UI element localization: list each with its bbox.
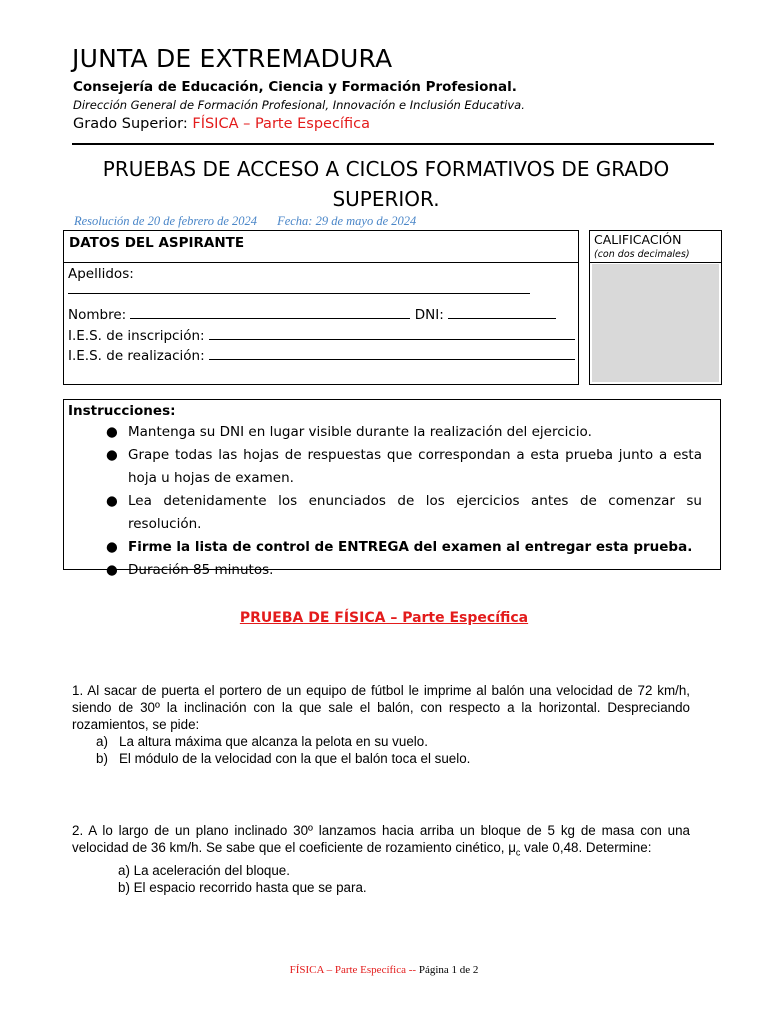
applicant-data-heading: DATOS DEL ASPIRANTE xyxy=(64,231,578,263)
ies-inscripcion-label: I.E.S. de inscripción: xyxy=(68,328,209,344)
bullet-icon: ● xyxy=(106,424,118,440)
question-2-text: 2. A lo largo de un plano inclinado 30º lanzamos hacia arriba un bloque de 5 kg de masa con una velocidad de 36 km/h. Se sabe que el coeficiente de rozamiento cinético, $\mu_c$ vale 0,48. Determine: xyxy=(72,823,690,858)
question-1-b: b) El módulo de la velocidad con la que el balón toca el suelo. xyxy=(96,751,471,766)
list-item: ● Lea detenidamente los enunciados de los ejercicios antes de comenzar su resolución. xyxy=(64,490,716,536)
dni-label: DNI: xyxy=(410,307,449,323)
mu-subscript: c xyxy=(515,847,521,858)
exam-title: PRUEBA DE FÍSICA – Parte Específica xyxy=(239,610,529,626)
grade-field[interactable] xyxy=(592,264,719,382)
grade-heading xyxy=(590,231,721,263)
resolucion: Resolución de 20 de febrero de 2024 xyxy=(74,214,258,228)
direccion-line: Dirección General de Formación Profesional, Innovación e Inclusión Educativa. xyxy=(73,98,525,112)
consejeria-line: Consejería de Educación, Ciencia y Formación Profesional. xyxy=(73,79,517,95)
resolution-line xyxy=(74,214,436,229)
page-title xyxy=(64,154,708,214)
nombre-dni-row xyxy=(68,306,556,323)
footer-separator: -- xyxy=(406,964,419,976)
list-item: ● Firme la lista de control de ENTREGA del examen al entregar esta prueba. xyxy=(64,536,716,559)
list-item: ● Mantenga su DNI en lugar visible durante la realización del ejercicio. xyxy=(64,421,716,444)
apellidos-field[interactable] xyxy=(68,281,530,298)
question-1-b-label: b) xyxy=(96,751,108,766)
grade-note: (con dos decimales) xyxy=(594,249,690,260)
fecha: Fecha: 29 de mayo de 2024 xyxy=(277,214,417,228)
instructions-heading: Instrucciones: xyxy=(68,403,176,419)
instructions-list xyxy=(64,421,716,582)
question-1-a: a) La altura máxima que alcanza la pelota en su vuelo. xyxy=(96,734,428,749)
dni-field[interactable] xyxy=(448,306,556,319)
bullet-icon: ● xyxy=(106,562,118,578)
apellidos-label: Apellidos: xyxy=(68,266,134,282)
question-1-text: 1. Al sacar de puerta el portero de un equipo de fútbol le imprime al balón una velocidad de 72 km/h, siendo de 30º la inclinación con la que sale el balón, con respecto a la horizontal. Despreciando rozamientos, se pide: xyxy=(72,683,690,732)
footer-subject: FÍSICA – Parte Específica xyxy=(289,964,406,976)
page-title-line2: SUPERIOR. xyxy=(332,187,440,211)
grado-line xyxy=(73,116,370,132)
page-title-line1: PRUEBAS DE ACCESO A CICLOS FORMATIVOS DE GRADO xyxy=(102,157,670,181)
bullet-icon: ● xyxy=(106,447,118,463)
instructions-box xyxy=(63,399,721,578)
ies-realizacion-label: I.E.S. de realización: xyxy=(68,348,209,364)
grade-title: CALIFICACIÓN xyxy=(594,232,682,247)
organization-name: JUNTA DE EXTREMADURA xyxy=(72,44,393,73)
question-2-a: a) La aceleración del bloque. xyxy=(118,862,290,878)
grado-label: Grado Superior: xyxy=(73,116,193,132)
page-footer xyxy=(0,964,768,976)
question-2-b: b) El espacio recorrido hasta que se para. xyxy=(118,879,367,895)
footer-page-number: Página 1 de 2 xyxy=(418,964,479,976)
question-1 xyxy=(72,682,690,767)
question-2 xyxy=(72,822,690,896)
ies-inscripcion-field[interactable] xyxy=(209,327,575,340)
nombre-label: Nombre: xyxy=(68,307,131,323)
nombre-field[interactable] xyxy=(130,306,410,319)
list-item: ● Duración 85 minutos. xyxy=(64,559,716,582)
bullet-icon: ● xyxy=(106,493,118,509)
grade-box xyxy=(589,230,722,385)
header-divider xyxy=(72,143,714,145)
ies-inscripcion-row xyxy=(68,327,575,344)
bullet-icon: ● xyxy=(106,539,118,555)
ies-realizacion-field[interactable] xyxy=(209,347,575,360)
applicant-data-box xyxy=(63,230,579,385)
list-item: ● Grape todas las hojas de respuestas que correspondan a esta prueba junto a esta hoja u hojas de examen. xyxy=(64,444,716,490)
ies-realizacion-row xyxy=(68,347,575,364)
question-1-a-label: a) xyxy=(96,734,108,749)
grado-subject: FÍSICA – Parte Específica xyxy=(192,116,370,132)
